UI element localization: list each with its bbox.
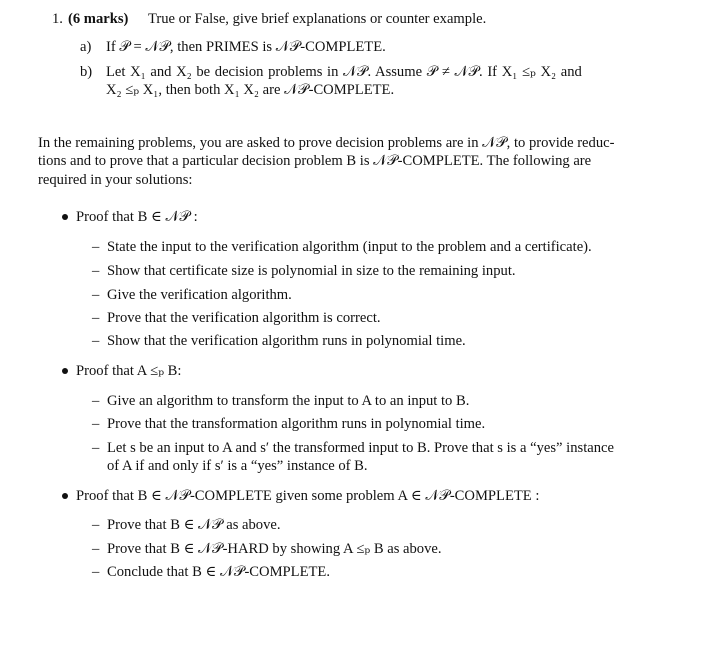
part-b-label: b) bbox=[80, 64, 93, 80]
question-prompt: True or False, give brief explanations or counter example. bbox=[148, 11, 487, 27]
dash-icon: – bbox=[92, 393, 100, 409]
question-number: 1. bbox=[52, 11, 63, 27]
intro-line: tions and to prove that a particular decision problem B is 𝒩𝒫-COMPLETE. The following are bbox=[38, 153, 592, 169]
list-item: Prove that the transformation algorithm runs in polynomial time. bbox=[107, 416, 486, 432]
dash-icon: – bbox=[92, 287, 100, 303]
list-item: Give the verification algorithm. bbox=[107, 287, 292, 303]
dash-icon: – bbox=[92, 263, 100, 279]
intro-line: In the remaining problems, you are asked to prove decision problems are in 𝒩𝒫, to provide reduc- bbox=[38, 135, 615, 151]
part-a-text: If 𝒫 = 𝒩𝒫, then PRIMES is 𝒩𝒫-COMPLETE. bbox=[106, 39, 386, 55]
dash-icon: – bbox=[92, 564, 100, 580]
dash-icon: – bbox=[92, 517, 100, 533]
list-item: Show that certificate size is polynomial in size to the remaining input. bbox=[107, 263, 516, 279]
bullet-title: Proof that B ∈ 𝒩𝒫-COMPLETE given some problem A ∈ 𝒩𝒫-COMPLETE : bbox=[76, 488, 540, 504]
list-item: Prove that B ∈ 𝒩𝒫-HARD by showing A ≤ₚ B as above. bbox=[107, 541, 442, 557]
bullet-icon bbox=[62, 368, 68, 374]
list-item: Conclude that B ∈ 𝒩𝒫-COMPLETE. bbox=[107, 564, 330, 580]
bullet-title: Proof that A ≤ₚ B: bbox=[76, 363, 182, 379]
dash-icon: – bbox=[92, 416, 100, 432]
list-item: Prove that B ∈ 𝒩𝒫 as above. bbox=[107, 517, 281, 533]
part-b-line-2: X₂ ≤ₚ X₁, then both X₁ X₂ are 𝒩𝒫-COMPLETE. bbox=[106, 82, 395, 98]
dash-icon: – bbox=[92, 239, 100, 255]
bullet-icon bbox=[62, 493, 68, 499]
bullet-icon bbox=[62, 214, 68, 220]
list-item: Prove that the verification algorithm is correct. bbox=[107, 310, 381, 326]
dash-icon: – bbox=[92, 333, 100, 349]
part-b-line-1: Let X₁ and X₂ be decision problems in 𝒩𝒫. Assume 𝒫 ≠ 𝒩𝒫. If X₁ ≤ₚ X₂ and bbox=[106, 64, 582, 80]
intro-line: required in your solutions: bbox=[38, 172, 193, 188]
dash-icon: – bbox=[92, 440, 100, 456]
dash-icon: – bbox=[92, 541, 100, 557]
list-item-continuation: of A if and only if s′ is a “yes” instance of B. bbox=[107, 458, 368, 474]
list-item: Show that the verification algorithm runs in polynomial time. bbox=[107, 333, 466, 349]
list-item: Give an algorithm to transform the input to A to an input to B. bbox=[107, 393, 470, 409]
list-item: Let s be an input to A and s′ the transformed input to B. Prove that s is a “yes” instance bbox=[107, 440, 614, 456]
question-marks: (6 marks) bbox=[68, 11, 129, 27]
dash-icon: – bbox=[92, 310, 100, 326]
bullet-title: Proof that B ∈ 𝒩𝒫 : bbox=[76, 209, 198, 225]
list-item: State the input to the verification algorithm (input to the problem and a certificate). bbox=[107, 239, 592, 255]
part-a-label: a) bbox=[80, 39, 92, 55]
